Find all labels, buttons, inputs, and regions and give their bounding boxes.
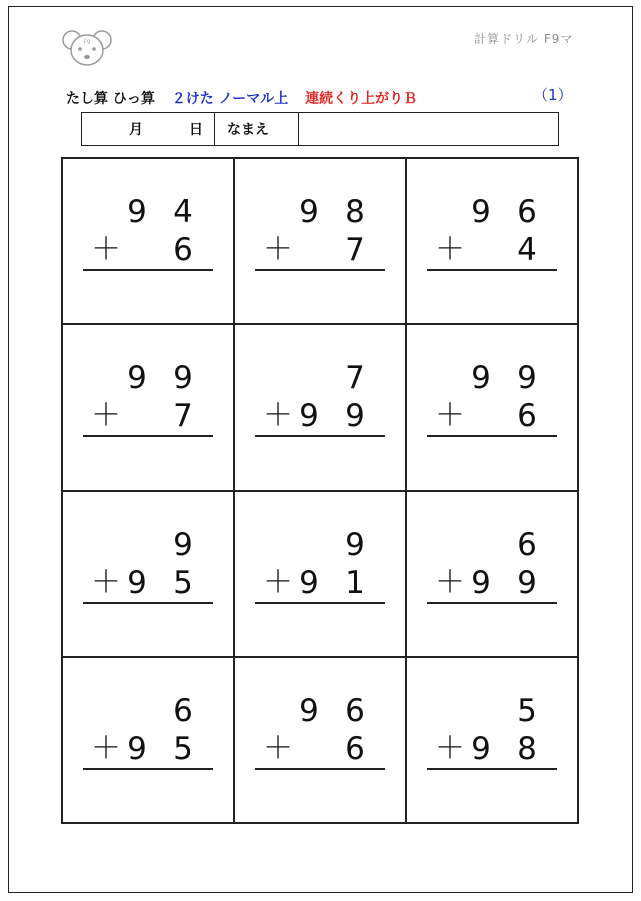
plus-operator: ＋ xyxy=(435,564,465,600)
date-field[interactable] xyxy=(82,113,215,145)
problem-cell[interactable] xyxy=(234,324,406,490)
worksheet-title xyxy=(66,88,429,108)
plus-operator: ＋ xyxy=(263,564,293,600)
title-part-3: 連続くり上がりＢ xyxy=(305,91,418,107)
top-digit: 6 xyxy=(173,692,193,729)
top-digit: 7 xyxy=(345,360,365,397)
plus-operator: ＋ xyxy=(263,730,293,766)
problem-cell[interactable] xyxy=(406,491,578,657)
plus-operator: ＋ xyxy=(91,564,121,600)
plus-operator: ＋ xyxy=(91,398,121,434)
top-digit: 9 xyxy=(299,692,319,729)
bottom-digit: 1 xyxy=(345,564,365,601)
top-digit: 9 xyxy=(299,194,319,230)
answer-line xyxy=(427,602,557,604)
answer-line xyxy=(255,602,385,604)
bottom-digit: 6 xyxy=(517,398,537,435)
problem-cell[interactable] xyxy=(406,324,578,490)
brand-label: 計算ドリル F9マ xyxy=(474,32,574,46)
answer-line xyxy=(255,269,385,271)
top-digit: 6 xyxy=(517,526,537,563)
name-date-bar xyxy=(81,112,559,146)
top-digit: 8 xyxy=(345,194,365,230)
top-digit: 9 xyxy=(517,360,537,397)
top-digit: 9 xyxy=(127,360,147,397)
problem-cell[interactable] xyxy=(234,657,406,823)
bottom-digit: 9 xyxy=(299,398,319,435)
sheet-number: （1） xyxy=(533,86,573,104)
top-digit: 9 xyxy=(127,194,147,230)
problem-cell[interactable] xyxy=(234,491,406,657)
day-label: 日 xyxy=(189,122,203,138)
problem-cell[interactable] xyxy=(62,491,234,657)
bottom-digit: 7 xyxy=(345,232,365,268)
top-digit: 5 xyxy=(517,692,537,729)
mouse-face-icon xyxy=(61,28,113,68)
plus-operator: ＋ xyxy=(91,232,121,267)
bottom-digit: 9 xyxy=(345,398,365,435)
bottom-digit: 9 xyxy=(127,730,147,767)
answer-line xyxy=(83,269,213,271)
top-digit: 9 xyxy=(173,360,193,397)
problem-cell[interactable] xyxy=(234,158,406,324)
answer-line xyxy=(255,435,385,437)
bottom-digit: 9 xyxy=(517,564,537,601)
plus-operator: ＋ xyxy=(435,730,465,766)
top-digit: 4 xyxy=(173,194,193,230)
top-digit: 6 xyxy=(345,692,365,729)
answer-line xyxy=(427,435,557,437)
top-digit: 6 xyxy=(517,194,537,230)
answer-line xyxy=(255,768,385,770)
bottom-digit: 9 xyxy=(471,564,491,601)
problem-grid xyxy=(61,157,579,824)
answer-line xyxy=(83,435,213,437)
bottom-digit: 9 xyxy=(127,564,147,601)
title-part-2: ２けた ノーマル上 xyxy=(171,91,289,107)
problem-cell[interactable] xyxy=(62,657,234,823)
problem-cell[interactable] xyxy=(406,657,578,823)
answer-line xyxy=(427,768,557,770)
answer-line xyxy=(83,768,213,770)
name-label: なまえ xyxy=(215,113,299,145)
bottom-digit: 9 xyxy=(299,564,319,601)
bottom-digit: 6 xyxy=(173,232,193,268)
plus-operator: ＋ xyxy=(263,232,293,267)
problem-cell[interactable] xyxy=(62,324,234,490)
bottom-digit: 4 xyxy=(517,232,537,268)
bottom-digit: 8 xyxy=(517,730,537,767)
bottom-digit: 6 xyxy=(345,730,365,767)
problem-cell[interactable] xyxy=(406,158,578,324)
problem-cell[interactable] xyxy=(62,158,234,324)
answer-line xyxy=(83,602,213,604)
plus-operator: ＋ xyxy=(91,730,121,766)
top-digit: 9 xyxy=(173,526,193,563)
bottom-digit: 5 xyxy=(173,730,193,767)
title-part-1: たし算 ひっ算 xyxy=(66,91,155,107)
plus-operator: ＋ xyxy=(435,232,465,267)
top-digit: 9 xyxy=(345,526,365,563)
logo-text: F9 xyxy=(83,39,91,46)
bottom-digit: 9 xyxy=(471,730,491,767)
bottom-digit: 5 xyxy=(173,564,193,601)
top-digit: 9 xyxy=(471,194,491,230)
plus-operator: ＋ xyxy=(435,398,465,434)
top-digit: 9 xyxy=(471,360,491,397)
month-label: 月 xyxy=(129,122,143,138)
name-field[interactable] xyxy=(299,113,558,145)
bottom-digit: 7 xyxy=(173,398,193,435)
answer-line xyxy=(427,269,557,271)
plus-operator: ＋ xyxy=(263,398,293,434)
